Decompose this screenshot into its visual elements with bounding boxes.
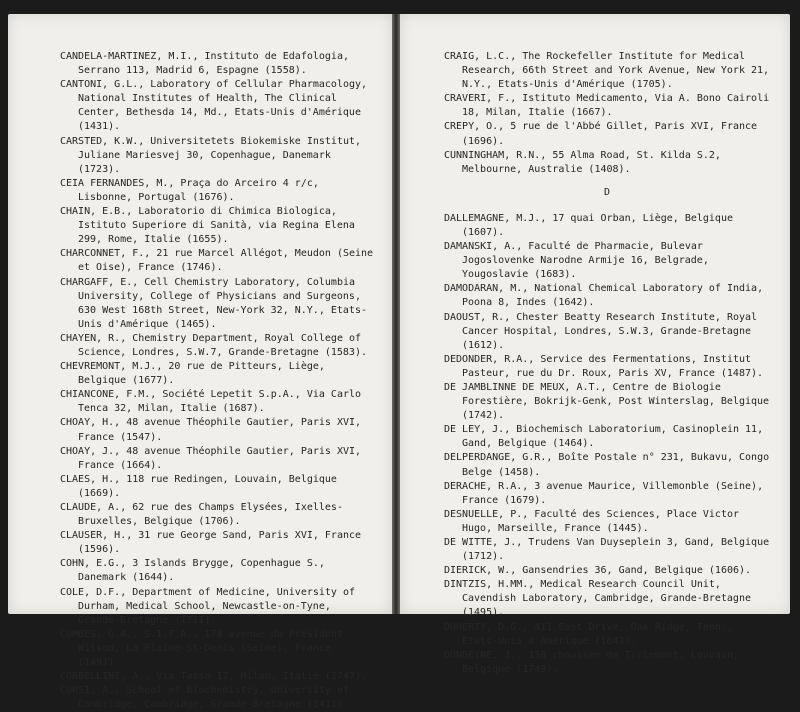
directory-entry: DAOUST, R., Chester Beatty Research Institute, Royal Cancer Hospital, Londres, S.W.3, Grande-Bretagne (1612). [444,311,758,351]
right-column [444,50,770,677]
book-gutter [392,14,400,614]
left-column [60,50,378,712]
directory-entry: CLAUSER, H., 31 rue George Sand, Paris XVI, France (1596). [60,530,362,556]
directory-entry: DERACHE, R.A., 3 avenue Maurice, Villemonble (Seine), France (1679). [444,480,764,506]
directory-entry: CHEVREMONT, M.J., 20 rue de Pitteurs, Liège, Belgique (1677). [60,361,325,387]
directory-entry: CLAUDE, A., 62 rue des Champs Elysées, Ixelles-Bruxelles, Belgique (1706). [60,502,343,528]
directory-entry: COLE, D.F., Department of Medicine, University of Durham, Medical School, Newcastle-on-Tyne, Grande-Bretagne (1711). [60,586,356,626]
directory-entry: DALLEMAGNE, M.J., 17 quai Orban, Liège, Belgique (1607). [444,212,733,238]
section-letter-heading: D [603,186,611,198]
directory-entry: CHARCONNET, F., 21 rue Marcel Allégot, Meudon (Seine et Oise), France (1746). [60,248,374,274]
directory-entry: DE LEY, J., Biochemisch Laboratorium, Casinoplein 11, Gand, Belgique (1464). [444,424,764,450]
directory-entry: DIERICK, W., Gansendries 36, Gand, Belgique (1606). [444,565,752,577]
right-page [400,14,790,675]
directory-entry: DAMODARAN, M., National Chemical Laboratory of India, Poona 8, Indes (1642). [444,283,764,309]
directory-entry: CHOAY, H., 48 avenue Théophile Gautier, Paris XVI, France (1547). [60,417,362,443]
directory-entry: DINTZIS, H.MM., Medical Research Council Unit, Cavendish Laboratory, Cambridge, Grande-Bretagne (1495). [444,579,751,619]
directory-entry: COMBES, G.A., S.I.F.A., 178 avenue du Président Wilson, La Plaine-St-Denis (Seine), France (1491). [60,628,343,669]
directory-entry: CANDELA-MARTINEZ, M.I., Instituto de Edafologia, Serrano 113, Madrid 6, Espagne (1558). [60,51,349,77]
directory-entry: CHAYEN, R., Chemistry Department, Royal College of Science, Londres, S.W.7, Grande-Bretagne (1583). [60,332,367,358]
directory-entry: CORSI, A., School of Biochemistry, University of Cambridge, Cambridge, Grande-Bretagne (1411). [60,685,349,711]
directory-entry: DEDONDER, R.A., Service des Fermentations, Institut Pasteur, rue du Dr. Roux, Paris XV, France (1487). [444,353,764,379]
directory-entry: DONDEYNE, J., 138 chaussée de Tirlemont, Louvain, Belgique (1749). [444,649,740,675]
directory-entry: CANTONI, G.L., Laboratory of Cellular Pharmacology, National Institutes of Health, The Clinical Center, Bethesda 14, Md., Etats-Unis d'Amérique (1431). [60,79,368,133]
directory-entry: DESNUELLE, P., Faculté des Sciences, Place Victor Hugo, Marseille, France (1445). [444,508,740,534]
directory-entry: CARSTED, K.W., Universitetets Biokemiske Institut, Juliane Mariesvej 30, Copenhague, Danemark (1723). [60,135,362,175]
directory-entry: CHARGAFF, E., Cell Chemistry Laboratory, Columbia University, College of Physicians and Surgeons, 630 West 168th Street, New-York 32, N.Y., Etats-Unis d'Amérique (1465). [60,276,367,330]
left-page [8,14,392,711]
directory-entry: CHIANCONE, F.M., Société Lepetit S.p.A., Via Carlo Tenca 32, Milan, Italie (1687). [60,389,362,415]
directory-entry: CRAVERI, F., Istituto Medicamento, Via A. Bono Cairoli 18, Milan, Italie (1667). [444,93,770,119]
directory-entry: CUNNINGHAM, R.N., 55 Alma Road, St. Kilda S.2, Melbourne, Australie (1408). [444,149,721,175]
directory-entry: CLAES, H., 118 rue Redingen, Louvain, Belgique (1669). [60,473,337,499]
directory-entry: DELPERDANGE, G.R., Boîte Postale n° 231, Bukavu, Congo Belge (1458). [444,452,770,478]
directory-entry: CORBELLINI, A., Via Tasso 17, Milan, Italie (1747). [60,671,368,683]
directory-entry: COHN, E.G., 3 Islands Brygge, Copenhague S., Danemark (1644). [60,558,325,584]
directory-entry: CHOAY, J., 48 avenue Théophile Gautier, Paris XVI, France (1664). [60,445,362,471]
directory-entry: DOHERTY, D.G., 411 East Drive, Oak Ridge, Tenn., Etats-Unis d'Amérique (1643). [444,621,733,647]
directory-entry: CRAIG, L.C., The Rockefeller Institute for Medical Research, 66th Street and York Avenue, New York 21, N.Y., Etats-Unis d'Amérique (1705). [444,51,770,91]
directory-entry: DE JAMBLINNE DE MEUX, A.T., Centre de Biologie Forestière, Bokrijk-Genk, Post Winterslag, Belgique (1742). [444,381,770,422]
directory-entry: CREPY, O., 5 rue de l'Abbé Gillet, Paris XVI, France (1696). [444,121,758,147]
directory-entry: DAMANSKI, A., Faculté de Pharmacie, Bulevar Jogoslovenke Narodne Armije 16, Belgrade, Yougoslavie (1683). [444,241,709,281]
directory-entry: DE WITTE, J., Trudens Van Duyseplein 3, Gand, Belgique (1712). [444,537,770,563]
directory-entry: CEIA FERNANDES, M., Praça do Arceiro 4 r/c, Lisbonne, Portugal (1676). [60,177,319,203]
directory-entry: CHAIN, E.B., Laboratorio di Chimica Biologica, Istituto Superiore di Sanità, via Regina Elena 299, Rome, Italie (1655). [60,206,355,246]
